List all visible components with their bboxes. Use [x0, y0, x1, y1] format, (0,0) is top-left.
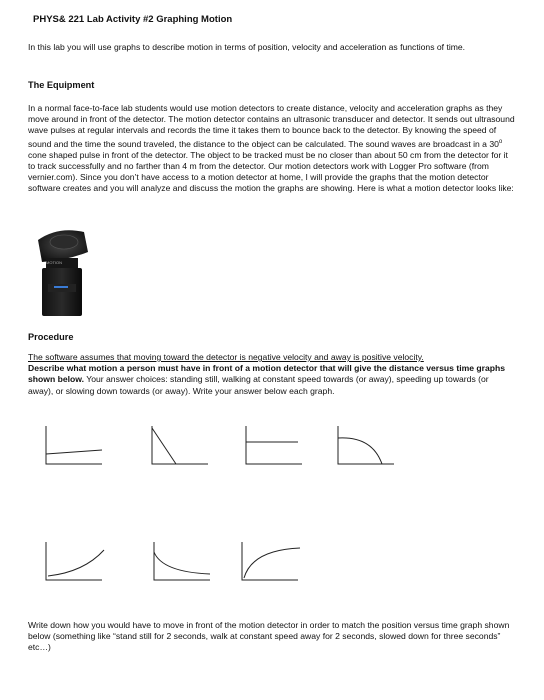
page-title: PHYS& 221 Lab Activity #2 Graphing Motion: [33, 14, 233, 25]
graph-4: [336, 426, 396, 466]
sign-convention-note: The software assumes that moving toward the detector is negative velocity and away is positive velocity.: [28, 352, 424, 362]
graph-5: [44, 542, 104, 582]
motion-detector-image: [28, 226, 90, 318]
degree-symbol: o: [498, 138, 503, 145]
procedure-heading: Procedure: [28, 332, 74, 342]
graph-1: [44, 426, 104, 466]
graph-2: [150, 426, 210, 466]
detector-label: MOTION: [46, 260, 62, 265]
graph-3: [244, 426, 304, 466]
equipment-text-part-b: cone shaped pulse in front of the detector. The object to be tracked must be no closer than about 50 cm from the detector for it to track successfully and no farther than 4 m from the detector. Our motion detectors work with Logger Pro software (from vernier.com). Since you don’t have access to a motion detector at home, I will provide the graphs that the motion detector software creates and you will analyze and discuss the motion the graphs are showing. Here is what a motion detector looks like:: [28, 149, 514, 194]
graph-7: [240, 542, 300, 582]
equipment-heading: The Equipment: [28, 80, 95, 90]
procedure-instruction: Describe what motion a person must have in front of a motion detector that will give the distance versus time graphs shown below.: [28, 363, 506, 385]
procedure-paragraph: [28, 352, 516, 397]
intro-paragraph: In this lab you will use graphs to describe motion in terms of position, velocity and acceleration as functions of time.: [28, 42, 466, 52]
graph-6: [152, 542, 212, 582]
answer-choices: Your answer choices: standing still, walking at constant speed towards (or away), speeding up towards (or away), or slowing down towards (or away). Write your answer below each graph.: [28, 374, 489, 396]
equipment-text-part-a: In a normal face-to-face lab students would use motion detectors to create distance, velocity and acceleration graphs as they move around in front of the detector. The motion detector contains an ultrasonic transducer and detector. It sends out ultrasound wave pulses at regular intervals and records the time it takes them to bounce back to the detector. By knowing the speed of sound and the time the sound traveled, the distance to the object can be calculated. The sound waves are broadcast in a 30: [28, 103, 515, 149]
bottom-instruction: Write down how you would have to move in front of the motion detector in order to match the position versus time graph shown below (something like “stand still for 2 seconds, walk at constant speed away for 2 seconds, slowed down for three seconds” etc…): [28, 620, 510, 653]
equipment-paragraph: [28, 103, 516, 194]
